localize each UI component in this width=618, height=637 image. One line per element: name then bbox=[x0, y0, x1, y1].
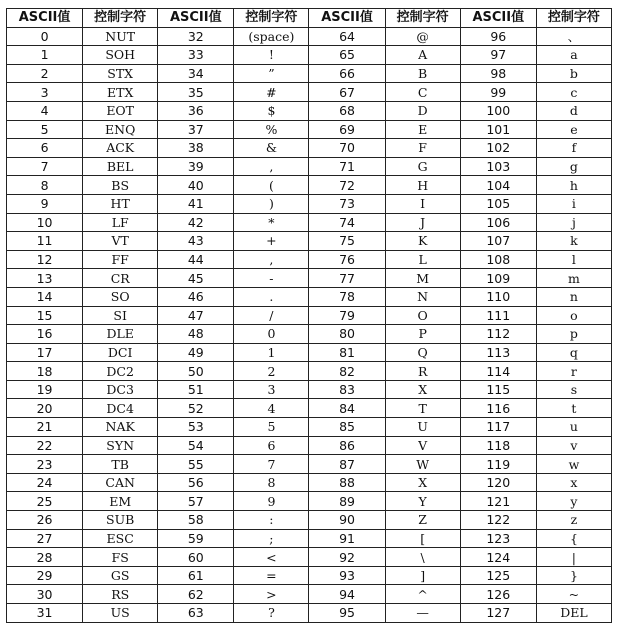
control-char-cell: , bbox=[234, 250, 309, 269]
ascii-value-cell: 41 bbox=[158, 194, 234, 213]
ascii-value-cell: 38 bbox=[158, 139, 234, 158]
ascii-value-cell: 5 bbox=[7, 120, 83, 139]
table-row bbox=[7, 380, 612, 399]
header-row bbox=[7, 9, 612, 28]
control-char-cell: 3 bbox=[234, 380, 309, 399]
control-char-cell: 5 bbox=[234, 418, 309, 437]
ascii-value-cell: 125 bbox=[460, 566, 536, 585]
control-char-cell: LF bbox=[83, 213, 158, 232]
control-char-cell: a bbox=[536, 46, 611, 65]
ascii-value-cell: 127 bbox=[460, 604, 536, 623]
ascii-value-cell: 37 bbox=[158, 120, 234, 139]
control-char-cell: SUB bbox=[83, 511, 158, 530]
ascii-value-cell: 44 bbox=[158, 250, 234, 269]
control-char-cell: H bbox=[385, 176, 460, 195]
table-row bbox=[7, 585, 612, 604]
ascii-value-cell: 48 bbox=[158, 325, 234, 344]
control-char-cell: Q bbox=[385, 343, 460, 362]
table-row bbox=[7, 418, 612, 437]
control-char-cell: > bbox=[234, 585, 309, 604]
table-row bbox=[7, 529, 612, 548]
ascii-value-cell: 20 bbox=[7, 399, 83, 418]
ascii-value-cell: 24 bbox=[7, 473, 83, 492]
ascii-value-cell: 73 bbox=[309, 194, 385, 213]
ascii-value-cell: 95 bbox=[309, 604, 385, 623]
control-char-cell: DEL bbox=[536, 604, 611, 623]
ascii-value-cell: 7 bbox=[7, 157, 83, 176]
ascii-value-header: ASCII值 bbox=[7, 9, 83, 28]
ascii-value-cell: 126 bbox=[460, 585, 536, 604]
control-char-cell: : bbox=[234, 511, 309, 530]
ascii-value-cell: 56 bbox=[158, 473, 234, 492]
ascii-value-cell: 112 bbox=[460, 325, 536, 344]
control-char-cell: q bbox=[536, 343, 611, 362]
ascii-value-cell: 113 bbox=[460, 343, 536, 362]
control-char-cell: O bbox=[385, 306, 460, 325]
control-char-cell: $ bbox=[234, 101, 309, 120]
ascii-value-cell: 96 bbox=[460, 27, 536, 46]
ascii-value-cell: 94 bbox=[309, 585, 385, 604]
control-char-header: 控制字符 bbox=[83, 9, 158, 28]
control-char-cell: 0 bbox=[234, 325, 309, 344]
control-char-cell: l bbox=[536, 250, 611, 269]
table-row bbox=[7, 120, 612, 139]
ascii-value-cell: 100 bbox=[460, 101, 536, 120]
control-char-cell: CAN bbox=[83, 473, 158, 492]
ascii-value-cell: 55 bbox=[158, 455, 234, 474]
ascii-value-cell: 103 bbox=[460, 157, 536, 176]
control-char-cell: ESC bbox=[83, 529, 158, 548]
table-row bbox=[7, 306, 612, 325]
control-char-cell: 2 bbox=[234, 362, 309, 381]
control-char-cell: HT bbox=[83, 194, 158, 213]
control-char-cell: * bbox=[234, 213, 309, 232]
ascii-value-cell: 52 bbox=[158, 399, 234, 418]
control-char-cell: 4 bbox=[234, 399, 309, 418]
ascii-value-cell: 117 bbox=[460, 418, 536, 437]
control-char-cell: CR bbox=[83, 269, 158, 288]
table-row bbox=[7, 176, 612, 195]
control-char-cell: (space) bbox=[234, 27, 309, 46]
ascii-value-cell: 72 bbox=[309, 176, 385, 195]
table-row bbox=[7, 27, 612, 46]
ascii-value-cell: 39 bbox=[158, 157, 234, 176]
ascii-value-cell: 53 bbox=[158, 418, 234, 437]
control-char-cell: 8 bbox=[234, 473, 309, 492]
control-char-cell: FF bbox=[83, 250, 158, 269]
control-char-header: 控制字符 bbox=[385, 9, 460, 28]
control-char-cell: 6 bbox=[234, 436, 309, 455]
control-char-cell: DC2 bbox=[83, 362, 158, 381]
table-body bbox=[7, 27, 612, 622]
control-char-cell: c bbox=[536, 83, 611, 102]
ascii-value-cell: 46 bbox=[158, 287, 234, 306]
control-char-cell: < bbox=[234, 548, 309, 567]
control-char-cell: @ bbox=[385, 27, 460, 46]
control-char-cell: Y bbox=[385, 492, 460, 511]
control-char-cell: GS bbox=[83, 566, 158, 585]
control-char-cell: A bbox=[385, 46, 460, 65]
control-char-cell: # bbox=[234, 83, 309, 102]
ascii-value-cell: 114 bbox=[460, 362, 536, 381]
ascii-value-cell: 50 bbox=[158, 362, 234, 381]
table-row bbox=[7, 83, 612, 102]
ascii-value-cell: 40 bbox=[158, 176, 234, 195]
ascii-value-cell: 28 bbox=[7, 548, 83, 567]
table-row bbox=[7, 436, 612, 455]
control-char-cell: y bbox=[536, 492, 611, 511]
ascii-value-cell: 101 bbox=[460, 120, 536, 139]
control-char-cell: R bbox=[385, 362, 460, 381]
control-char-cell: - bbox=[234, 269, 309, 288]
ascii-value-cell: 51 bbox=[158, 380, 234, 399]
control-char-cell: TB bbox=[83, 455, 158, 474]
ascii-table bbox=[6, 8, 612, 623]
ascii-value-cell: 3 bbox=[7, 83, 83, 102]
control-char-cell: d bbox=[536, 101, 611, 120]
control-char-cell: ^ bbox=[385, 585, 460, 604]
ascii-value-cell: 9 bbox=[7, 194, 83, 213]
ascii-value-cell: 104 bbox=[460, 176, 536, 195]
table-row bbox=[7, 399, 612, 418]
ascii-value-cell: 58 bbox=[158, 511, 234, 530]
table-row bbox=[7, 492, 612, 511]
control-char-cell: G bbox=[385, 157, 460, 176]
control-char-cell: ACK bbox=[83, 139, 158, 158]
control-char-cell: ? bbox=[234, 604, 309, 623]
control-char-cell: C bbox=[385, 83, 460, 102]
ascii-value-cell: 45 bbox=[158, 269, 234, 288]
ascii-value-header: ASCII值 bbox=[460, 9, 536, 28]
control-char-cell: F bbox=[385, 139, 460, 158]
table-row bbox=[7, 362, 612, 381]
control-char-cell: U bbox=[385, 418, 460, 437]
control-char-cell: r bbox=[536, 362, 611, 381]
ascii-value-cell: 10 bbox=[7, 213, 83, 232]
control-char-cell: z bbox=[536, 511, 611, 530]
table-row bbox=[7, 213, 612, 232]
ascii-value-cell: 17 bbox=[7, 343, 83, 362]
control-char-cell: X bbox=[385, 473, 460, 492]
control-char-cell: 9 bbox=[234, 492, 309, 511]
table-row bbox=[7, 250, 612, 269]
table-row bbox=[7, 287, 612, 306]
control-char-cell: SO bbox=[83, 287, 158, 306]
ascii-value-cell: 115 bbox=[460, 380, 536, 399]
control-char-cell: — bbox=[385, 604, 460, 623]
ascii-value-cell: 22 bbox=[7, 436, 83, 455]
control-char-cell: L bbox=[385, 250, 460, 269]
table-row bbox=[7, 548, 612, 567]
ascii-value-cell: 35 bbox=[158, 83, 234, 102]
control-char-cell: ( bbox=[234, 176, 309, 195]
control-char-cell: ~ bbox=[536, 585, 611, 604]
control-char-cell: RS bbox=[83, 585, 158, 604]
control-char-cell: D bbox=[385, 101, 460, 120]
ascii-value-cell: 0 bbox=[7, 27, 83, 46]
ascii-value-cell: 67 bbox=[309, 83, 385, 102]
control-char-cell: Z bbox=[385, 511, 460, 530]
control-char-cell: J bbox=[385, 213, 460, 232]
ascii-value-cell: 87 bbox=[309, 455, 385, 474]
table-row bbox=[7, 455, 612, 474]
ascii-value-cell: 66 bbox=[309, 64, 385, 83]
control-char-cell: & bbox=[234, 139, 309, 158]
ascii-value-cell: 92 bbox=[309, 548, 385, 567]
ascii-value-cell: 116 bbox=[460, 399, 536, 418]
ascii-value-cell: 13 bbox=[7, 269, 83, 288]
control-char-cell: , bbox=[234, 157, 309, 176]
control-char-cell: US bbox=[83, 604, 158, 623]
control-char-cell: N bbox=[385, 287, 460, 306]
ascii-value-cell: 14 bbox=[7, 287, 83, 306]
control-char-cell: X bbox=[385, 380, 460, 399]
ascii-value-cell: 47 bbox=[158, 306, 234, 325]
control-char-cell: SI bbox=[83, 306, 158, 325]
ascii-value-cell: 71 bbox=[309, 157, 385, 176]
control-char-cell: b bbox=[536, 64, 611, 83]
table-row bbox=[7, 194, 612, 213]
control-char-cell: STX bbox=[83, 64, 158, 83]
control-char-cell: ENQ bbox=[83, 120, 158, 139]
ascii-value-cell: 2 bbox=[7, 64, 83, 83]
ascii-value-cell: 31 bbox=[7, 604, 83, 623]
ascii-value-cell: 29 bbox=[7, 566, 83, 585]
control-char-cell: | bbox=[536, 548, 611, 567]
ascii-value-cell: 54 bbox=[158, 436, 234, 455]
control-char-cell: o bbox=[536, 306, 611, 325]
control-char-cell: ] bbox=[385, 566, 460, 585]
ascii-value-cell: 30 bbox=[7, 585, 83, 604]
control-char-header: 控制字符 bbox=[234, 9, 309, 28]
control-char-cell: s bbox=[536, 380, 611, 399]
control-char-cell: SOH bbox=[83, 46, 158, 65]
ascii-value-cell: 93 bbox=[309, 566, 385, 585]
ascii-value-cell: 65 bbox=[309, 46, 385, 65]
ascii-value-cell: 107 bbox=[460, 232, 536, 251]
ascii-value-cell: 23 bbox=[7, 455, 83, 474]
control-char-cell: FS bbox=[83, 548, 158, 567]
control-char-cell: M bbox=[385, 269, 460, 288]
ascii-value-cell: 34 bbox=[158, 64, 234, 83]
control-char-cell: ; bbox=[234, 529, 309, 548]
control-char-cell: ) bbox=[234, 194, 309, 213]
ascii-value-header: ASCII值 bbox=[309, 9, 385, 28]
ascii-value-cell: 118 bbox=[460, 436, 536, 455]
control-char-cell: W bbox=[385, 455, 460, 474]
ascii-value-cell: 18 bbox=[7, 362, 83, 381]
control-char-cell: = bbox=[234, 566, 309, 585]
ascii-value-cell: 105 bbox=[460, 194, 536, 213]
ascii-value-cell: 123 bbox=[460, 529, 536, 548]
ascii-value-cell: 12 bbox=[7, 250, 83, 269]
control-char-cell: 7 bbox=[234, 455, 309, 474]
ascii-value-cell: 25 bbox=[7, 492, 83, 511]
ascii-value-cell: 106 bbox=[460, 213, 536, 232]
control-char-cell: x bbox=[536, 473, 611, 492]
ascii-value-cell: 69 bbox=[309, 120, 385, 139]
control-char-cell: u bbox=[536, 418, 611, 437]
table-row bbox=[7, 604, 612, 623]
ascii-value-cell: 81 bbox=[309, 343, 385, 362]
ascii-value-cell: 62 bbox=[158, 585, 234, 604]
control-char-cell: g bbox=[536, 157, 611, 176]
ascii-value-cell: 19 bbox=[7, 380, 83, 399]
control-char-cell: f bbox=[536, 139, 611, 158]
control-char-cell: t bbox=[536, 399, 611, 418]
table-row bbox=[7, 269, 612, 288]
ascii-value-cell: 82 bbox=[309, 362, 385, 381]
ascii-value-cell: 99 bbox=[460, 83, 536, 102]
ascii-value-cell: 63 bbox=[158, 604, 234, 623]
control-char-cell: EOT bbox=[83, 101, 158, 120]
control-char-cell: } bbox=[536, 566, 611, 585]
ascii-value-cell: 78 bbox=[309, 287, 385, 306]
control-char-cell: K bbox=[385, 232, 460, 251]
ascii-value-cell: 88 bbox=[309, 473, 385, 492]
ascii-value-cell: 43 bbox=[158, 232, 234, 251]
control-char-cell: i bbox=[536, 194, 611, 213]
ascii-value-header: ASCII值 bbox=[158, 9, 234, 28]
ascii-value-cell: 90 bbox=[309, 511, 385, 530]
control-char-cell: T bbox=[385, 399, 460, 418]
control-char-cell: v bbox=[536, 436, 611, 455]
table-row bbox=[7, 46, 612, 65]
control-char-cell: VT bbox=[83, 232, 158, 251]
ascii-value-cell: 121 bbox=[460, 492, 536, 511]
control-char-cell: 1 bbox=[234, 343, 309, 362]
ascii-value-cell: 84 bbox=[309, 399, 385, 418]
ascii-value-cell: 108 bbox=[460, 250, 536, 269]
control-char-cell: NAK bbox=[83, 418, 158, 437]
ascii-value-cell: 8 bbox=[7, 176, 83, 195]
ascii-value-cell: 98 bbox=[460, 64, 536, 83]
control-char-cell: e bbox=[536, 120, 611, 139]
ascii-value-cell: 70 bbox=[309, 139, 385, 158]
control-char-cell: \ bbox=[385, 548, 460, 567]
control-char-cell: I bbox=[385, 194, 460, 213]
control-char-cell: DLE bbox=[83, 325, 158, 344]
ascii-value-cell: 79 bbox=[309, 306, 385, 325]
control-char-cell: SYN bbox=[83, 436, 158, 455]
ascii-value-cell: 80 bbox=[309, 325, 385, 344]
ascii-value-cell: 49 bbox=[158, 343, 234, 362]
control-char-cell: BEL bbox=[83, 157, 158, 176]
control-char-cell: BS bbox=[83, 176, 158, 195]
control-char-cell: { bbox=[536, 529, 611, 548]
control-char-cell: [ bbox=[385, 529, 460, 548]
control-char-cell: n bbox=[536, 287, 611, 306]
control-char-cell: p bbox=[536, 325, 611, 344]
control-char-cell: % bbox=[234, 120, 309, 139]
ascii-value-cell: 86 bbox=[309, 436, 385, 455]
control-char-cell: ” bbox=[234, 64, 309, 83]
ascii-value-cell: 110 bbox=[460, 287, 536, 306]
control-char-cell: / bbox=[234, 306, 309, 325]
control-char-cell: DCI bbox=[83, 343, 158, 362]
control-char-cell: E bbox=[385, 120, 460, 139]
control-char-cell: ETX bbox=[83, 83, 158, 102]
ascii-value-cell: 77 bbox=[309, 269, 385, 288]
ascii-value-cell: 85 bbox=[309, 418, 385, 437]
control-char-cell: + bbox=[234, 232, 309, 251]
ascii-value-cell: 111 bbox=[460, 306, 536, 325]
control-char-cell: EM bbox=[83, 492, 158, 511]
ascii-value-cell: 4 bbox=[7, 101, 83, 120]
table-row bbox=[7, 566, 612, 585]
control-char-cell: j bbox=[536, 213, 611, 232]
control-char-cell: 、 bbox=[536, 27, 611, 46]
table-row bbox=[7, 139, 612, 158]
ascii-value-cell: 16 bbox=[7, 325, 83, 344]
control-char-cell: V bbox=[385, 436, 460, 455]
ascii-value-cell: 97 bbox=[460, 46, 536, 65]
ascii-value-cell: 109 bbox=[460, 269, 536, 288]
table-row bbox=[7, 473, 612, 492]
ascii-value-cell: 57 bbox=[158, 492, 234, 511]
table-row bbox=[7, 511, 612, 530]
ascii-value-cell: 11 bbox=[7, 232, 83, 251]
ascii-value-cell: 59 bbox=[158, 529, 234, 548]
ascii-value-cell: 83 bbox=[309, 380, 385, 399]
ascii-value-cell: 102 bbox=[460, 139, 536, 158]
ascii-value-cell: 61 bbox=[158, 566, 234, 585]
control-char-cell: P bbox=[385, 325, 460, 344]
ascii-value-cell: 89 bbox=[309, 492, 385, 511]
ascii-value-cell: 75 bbox=[309, 232, 385, 251]
ascii-value-cell: 33 bbox=[158, 46, 234, 65]
ascii-value-cell: 26 bbox=[7, 511, 83, 530]
ascii-value-cell: 74 bbox=[309, 213, 385, 232]
ascii-value-cell: 122 bbox=[460, 511, 536, 530]
table-row bbox=[7, 343, 612, 362]
ascii-value-cell: 124 bbox=[460, 548, 536, 567]
ascii-value-cell: 36 bbox=[158, 101, 234, 120]
control-char-cell: w bbox=[536, 455, 611, 474]
ascii-value-cell: 42 bbox=[158, 213, 234, 232]
control-char-cell: h bbox=[536, 176, 611, 195]
control-char-cell: DC3 bbox=[83, 380, 158, 399]
control-char-cell: B bbox=[385, 64, 460, 83]
table-row bbox=[7, 232, 612, 251]
control-char-cell: . bbox=[234, 287, 309, 306]
control-char-cell: k bbox=[536, 232, 611, 251]
table-row bbox=[7, 325, 612, 344]
ascii-value-cell: 64 bbox=[309, 27, 385, 46]
ascii-value-cell: 91 bbox=[309, 529, 385, 548]
control-char-cell: DC4 bbox=[83, 399, 158, 418]
control-char-cell: NUT bbox=[83, 27, 158, 46]
control-char-cell: ! bbox=[234, 46, 309, 65]
ascii-value-cell: 21 bbox=[7, 418, 83, 437]
table-row bbox=[7, 64, 612, 83]
ascii-value-cell: 1 bbox=[7, 46, 83, 65]
ascii-value-cell: 120 bbox=[460, 473, 536, 492]
control-char-cell: m bbox=[536, 269, 611, 288]
ascii-value-cell: 119 bbox=[460, 455, 536, 474]
table-row bbox=[7, 157, 612, 176]
table-row bbox=[7, 101, 612, 120]
ascii-value-cell: 15 bbox=[7, 306, 83, 325]
control-char-header: 控制字符 bbox=[536, 9, 611, 28]
ascii-value-cell: 27 bbox=[7, 529, 83, 548]
ascii-value-cell: 32 bbox=[158, 27, 234, 46]
ascii-value-cell: 60 bbox=[158, 548, 234, 567]
ascii-value-cell: 6 bbox=[7, 139, 83, 158]
ascii-value-cell: 76 bbox=[309, 250, 385, 269]
ascii-value-cell: 68 bbox=[309, 101, 385, 120]
